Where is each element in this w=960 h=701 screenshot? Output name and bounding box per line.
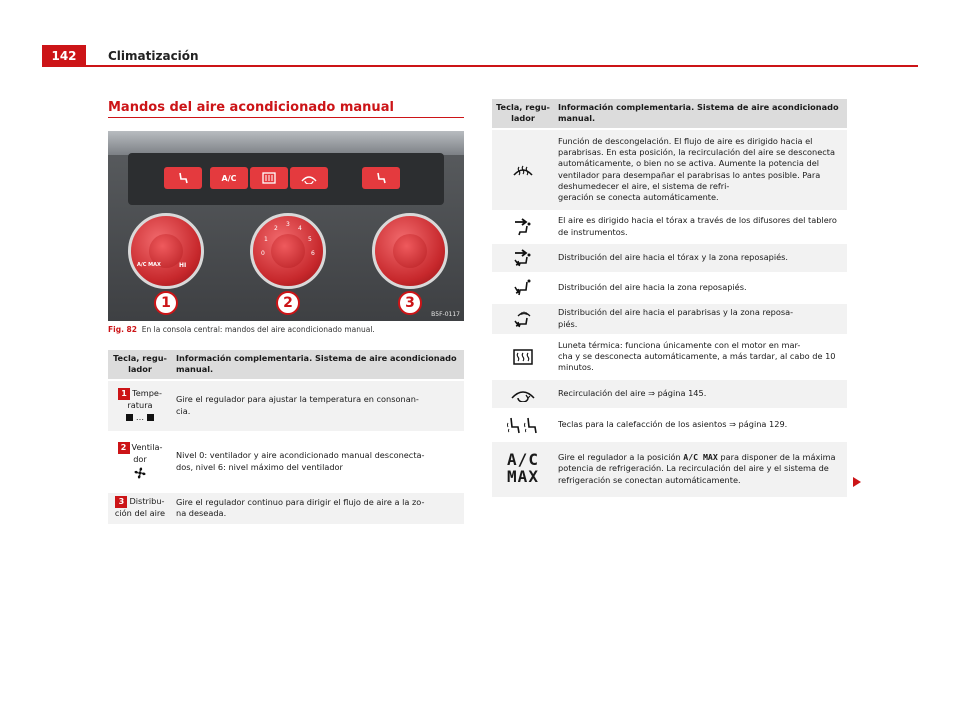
- row-number-badge: 3: [115, 496, 127, 508]
- col-header-key: Tecla, regu- lador: [108, 350, 172, 380]
- header-rule: [86, 65, 918, 67]
- table-row: [492, 379, 847, 409]
- air-to-feet-icon: [512, 278, 534, 298]
- row-key-label: Distribu- ción del aire: [114, 496, 166, 519]
- callout-2: 2: [276, 291, 300, 315]
- row-icon-cell: [492, 129, 554, 211]
- page-number: 142: [42, 45, 86, 67]
- fan-icon: [132, 465, 148, 481]
- row-key-cell: [108, 380, 172, 432]
- fan-scale-4: 4: [298, 225, 302, 232]
- table-row: [492, 243, 847, 273]
- row-info-cell: Gire el regulador para ajustar la temperatura en consonan- cia.: [172, 380, 464, 432]
- row-number-badge: 1: [118, 388, 130, 400]
- seat-heating-left-button: [164, 167, 202, 189]
- row-info-cell: Teclas para la calefacción de los asientos ⇒ página 129.: [554, 409, 847, 441]
- air-recirculation-icon: [300, 172, 318, 184]
- rear-window-heater-button: [250, 167, 288, 189]
- row-info-cell: Distribución del aire hacia el parabrisas y la zona reposa- piés.: [554, 303, 847, 335]
- table-row: [492, 129, 847, 211]
- row-key-extra: …: [135, 411, 145, 422]
- row-key-cell: [108, 432, 172, 492]
- figure-caption-text: En la consola central: mandos del aire acondicionado manual.: [141, 325, 375, 334]
- windshield-defrost-icon: [512, 161, 534, 179]
- rear-window-heater-icon: [512, 348, 534, 366]
- knob-label-hi: HI: [179, 262, 187, 269]
- figure-caption-label: Fig. 82: [108, 325, 137, 334]
- air-recirculation-icon: [510, 386, 536, 402]
- table-row: [492, 303, 847, 335]
- row-info-cell: Nivel 0: ventilador y aire acondicionado manual desconecta- dos, nivel 6: nivel máximo del ventilador: [172, 432, 464, 492]
- controls-table-right: [492, 99, 847, 497]
- row-icon-cell: [492, 379, 554, 409]
- table-row: [492, 273, 847, 303]
- title-rule: [108, 117, 464, 118]
- table-row: [108, 380, 464, 432]
- row-icon-cell: [492, 211, 554, 243]
- row-icon-cell: [492, 303, 554, 335]
- table-row: [492, 211, 847, 243]
- row-info-text-before: Gire el regulador a la posición: [558, 452, 684, 463]
- callout-1: 1: [154, 291, 178, 315]
- col-header-key: Tecla, regu- lador: [492, 99, 554, 129]
- row-info-cell: Recirculación del aire ⇒ página 145.: [554, 379, 847, 409]
- air-to-chest-icon: [512, 217, 534, 237]
- fan-scale-0: 0: [261, 250, 265, 257]
- seat-heating-icon: [506, 415, 540, 435]
- col-header-info: Información complementaria. Sistema de aire acondicionado manual.: [172, 350, 464, 380]
- ac-max-icon: A/C MAX: [507, 450, 539, 487]
- fan-speed-knob-center: [271, 234, 305, 268]
- row-icon-cell: [492, 409, 554, 441]
- row-key-label: Tempe- ratura: [127, 388, 162, 411]
- table-row: [492, 335, 847, 379]
- row-info-cell: Función de descongelación. El flujo de aire es dirigido hacia el parabrisas. En esta posición, la recirculación del aire se desconecta automáticamente, o bien no se activa. Aumente la potencia del ventilador para desempañar el parabrisas lo antes posible. Para deshumedecer el aire, el sistema de refri- geración se conecta automáticamente.: [554, 129, 847, 211]
- chapter-title: Climatización: [108, 49, 199, 63]
- hot-square-icon: [147, 414, 154, 421]
- row-info-text-after: para disponer de la máxima potencia de refrigeración. La recirculación del aire y el sistema de refrigeración se conectan automáticamente.: [558, 452, 836, 485]
- table-row: [492, 441, 847, 497]
- fan-scale-5: 5: [308, 236, 312, 243]
- fan-scale-6: 6: [311, 250, 315, 257]
- col-header-info: Información complementaria. Sistema de aire acondicionado manual.: [554, 99, 847, 129]
- ac-button: A/C: [210, 167, 248, 189]
- air-recirculation-button: [290, 167, 328, 189]
- row-icon-cell: [492, 243, 554, 273]
- table-row: [108, 432, 464, 492]
- knob-label-acmax: A/C MAX: [137, 262, 161, 268]
- fan-scale-3: 3: [286, 221, 290, 228]
- continue-arrow-icon: [853, 477, 861, 487]
- row-info-cell: Distribución del aire hacia el tórax y la zona reposapiés.: [554, 243, 847, 273]
- fan-scale-2: 2: [274, 225, 278, 232]
- section-title: Mandos del aire acondicionado manual: [108, 100, 394, 115]
- air-to-windshield-and-feet-icon: [512, 309, 534, 329]
- controls-table-left: [108, 350, 464, 524]
- figure-code: B5F-0117: [431, 311, 460, 318]
- rear-window-heater-icon: [262, 172, 276, 184]
- air-distribution-knob: [372, 213, 448, 289]
- seat-heating-icon: [176, 171, 190, 185]
- row-info-cell: [554, 441, 847, 497]
- row-key-cell: [108, 492, 172, 524]
- row-info-cell: El aire es dirigido hacia el tórax a través de los difusores del tablero de instrumentos.: [554, 211, 847, 243]
- table-row: [108, 492, 464, 524]
- seat-heating-icon: [374, 171, 388, 185]
- row-info-cell: Gire el regulador continuo para dirigir el flujo de aire a la zo- na deseada.: [172, 492, 464, 524]
- table-row: [492, 409, 847, 441]
- row-key-label: Ventila- dor: [131, 441, 163, 464]
- row-info-cell: Distribución del aire hacia la zona reposapiés.: [554, 273, 847, 303]
- seat-heating-right-button: [362, 167, 400, 189]
- climate-control-figure: [108, 131, 464, 321]
- air-to-chest-and-feet-icon: [512, 248, 534, 268]
- fan-scale-1: 1: [264, 236, 268, 243]
- row-info-cell: Luneta térmica: funciona únicamente con el motor en mar- cha y se desconecta automáticamente, a más tardar, al cabo de 10 minutos.: [554, 335, 847, 379]
- ac-max-inline-label: A/C MAX: [683, 452, 718, 463]
- fan-speed-knob: [250, 213, 326, 289]
- cold-square-icon: [126, 414, 133, 421]
- row-icon-cell: [492, 441, 554, 497]
- row-icon-cell: [492, 335, 554, 379]
- dashboard-trim: [108, 131, 464, 155]
- figure-caption: [108, 325, 375, 334]
- row-number-badge: 2: [118, 442, 130, 454]
- row-icon-cell: [492, 273, 554, 303]
- air-distribution-knob-center: [393, 234, 427, 268]
- callout-3: 3: [398, 291, 422, 315]
- temperature-knob: [128, 213, 204, 289]
